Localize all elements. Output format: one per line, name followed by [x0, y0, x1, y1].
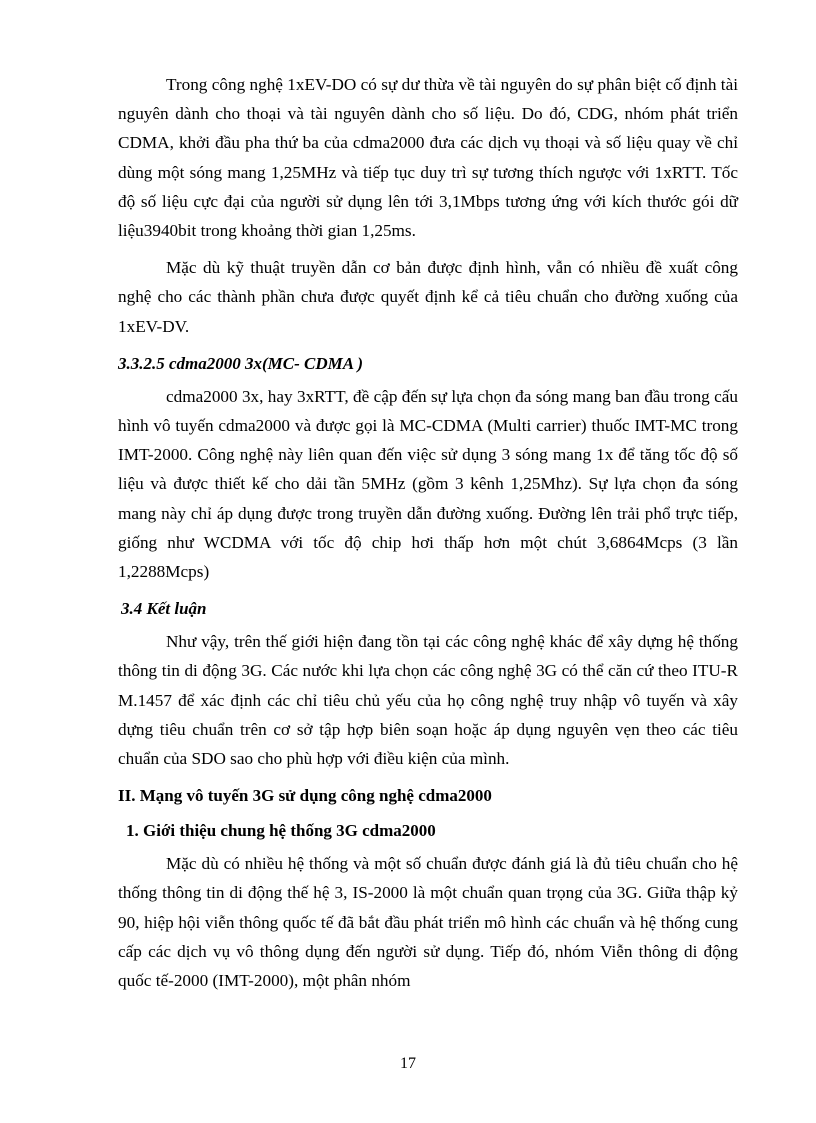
- paragraph-1xev-dv: Mặc dù kỹ thuật truyền dẫn cơ bản được định hình, vẫn có nhiều đề xuất công nghệ cho các thành phần chưa được quyết định kể cả tiêu chuẩn cho đường xuống của 1xEV-DV.: [118, 258, 738, 336]
- document-page: [118, 70, 738, 1003]
- paragraph-cdma2000-3x: cdma2000 3x, hay 3xRTT, đề cập đến sự lựa chọn đa sóng mang ban đầu trong cấu hình vô tuyến cdma2000 và được gọi là MC-CDMA (Multi carrier) thuốc IMT-MC trong IMT-2000. Công nghệ này liên quan đến việc sử dụng 3 sóng mang 1x để tăng tốc độ số liệu và được thiết kế cho dải tần 5MHz (gồm 3 kênh 1,25Mhz). Sự lựa chọn đa sóng mang này chỉ áp dụng được trong truyền dẫn đường xuống. Đường lên trải phổ trực tiếp, giống như WCDMA với tốc độ chip hơi thấp hơn một chút 3,6864Mcps (3 lần 1,2288Mcps): [118, 386, 738, 582]
- heading-3-3-2-5: 3.3.2.5 cdma2000 3x(MC- CDMA ): [118, 353, 364, 373]
- page-number: 17: [400, 1055, 416, 1072]
- heading-section-1: 1. Giới thiệu chung hệ thống 3G cdma2000: [126, 821, 436, 841]
- paragraph-1xev-do: Trong công nghệ 1xEV-DO có sự dư thừa về tài nguyên do sự phân biệt cố định tài nguyên dành cho thoại và tài nguyên dành cho số liệu. Do đó, CDG, nhóm phát triển CDMA, khởi đầu pha thứ ba của cdma2000 đưa các dịch vụ thoại và số liệu quay về chỉ dùng một sóng mang 1,25MHz và tiếp tục duy trì sự tương thích ngược với 1xRTT. Tốc độ số liệu cực đại của người sử dụng lên tới 3,1Mbps tương ứng với kích thước gói dữ liệu3940bit trong khoảng thời gian 1,25ms.: [118, 75, 738, 241]
- heading-3-4: 3.4 Kết luận: [121, 599, 207, 619]
- paragraph-introduction: Mặc dù có nhiều hệ thống và một số chuẩn được đánh giá là đủ tiêu chuẩn cho hệ thống thông tin di động thế hệ 3, IS-2000 là một chuẩn quan trọng của 3G. Giữa thập kỷ 90, hiệp hội viễn thông quốc tế đã bắt đầu phát triển mô hình các chuẩn và hệ thống cung cấp các dịch vụ vô thông dụng đến người sử dụng. Tiếp đó, nhóm Viễn thông di động quốc tế-2000 (IMT-2000), một phân nhóm: [118, 854, 738, 991]
- paragraph-conclusion: Như vậy, trên thế giới hiện đang tồn tại các công nghệ khác để xây dựng hệ thống thông tin di động 3G. Các nước khi lựa chọn các công nghệ 3G có thể căn cứ theo ITU-R M.1457 để xác định các chỉ tiêu chủ yếu của họ công nghệ truy nhập vô tuyến và xây dựng tiêu chuẩn trên cơ sở tập hợp biên soạn hoặc áp dụng nguyên vẹn theo các tiêu chuẩn của SDO sao cho phù hợp với điều kiện của mình.: [118, 632, 738, 769]
- heading-section-II: II. Mạng vô tuyến 3G sử dụng công nghệ cdma2000: [118, 786, 492, 806]
